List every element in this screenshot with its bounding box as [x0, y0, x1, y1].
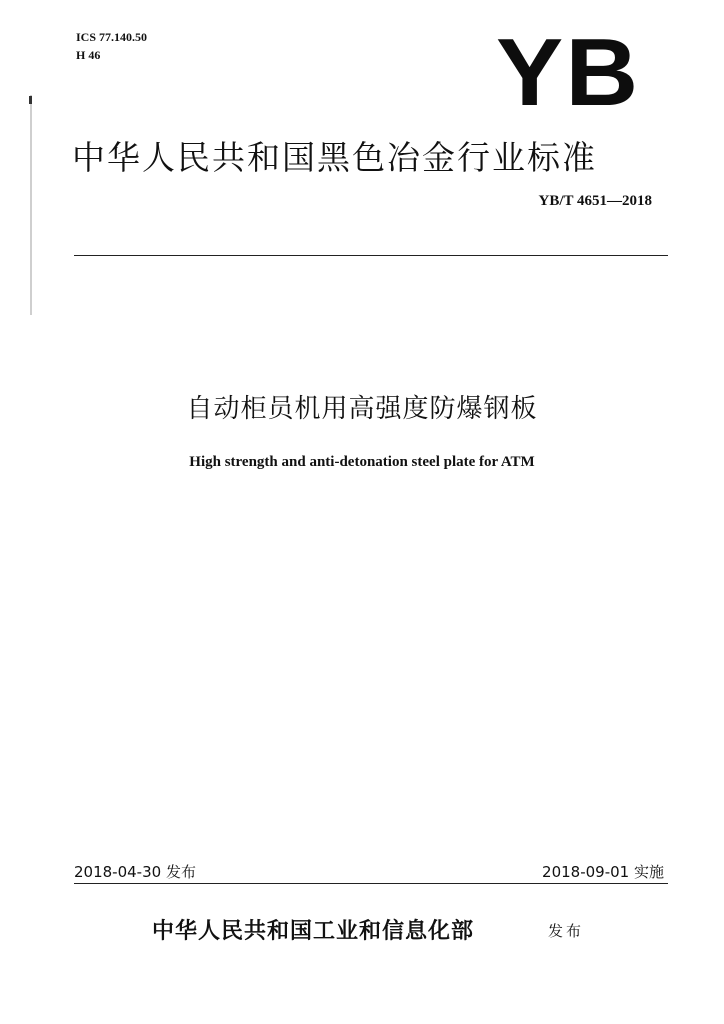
- ics-code: ICS 77.140.50: [76, 30, 148, 44]
- scan-margin-line: [30, 95, 32, 315]
- yb-logo: YB: [496, 19, 641, 126]
- issue-date: 2018-04-30 发布: [74, 863, 196, 881]
- standard-number: YB/T 4651—2018: [538, 193, 652, 209]
- ccs-code: H 46: [76, 48, 101, 62]
- bottom-divider: [74, 883, 668, 884]
- implementation-date: 2018-09-01 实施: [542, 863, 664, 881]
- industry-standard-title: 中华人民共和国黑色冶金行业标准: [72, 138, 597, 177]
- classification-codes: [76, 28, 147, 64]
- issue-label: 发布: [548, 922, 585, 940]
- document-title-english: High strength and anti-detonation steel plate for ATM: [189, 454, 535, 470]
- scan-margin-mark: [29, 96, 32, 104]
- top-divider: [74, 255, 668, 256]
- document-title-chinese: 自动柜员机用高强度防爆钢板: [186, 394, 538, 424]
- issuing-authority: 中华人民共和国工业和信息化部: [152, 919, 475, 944]
